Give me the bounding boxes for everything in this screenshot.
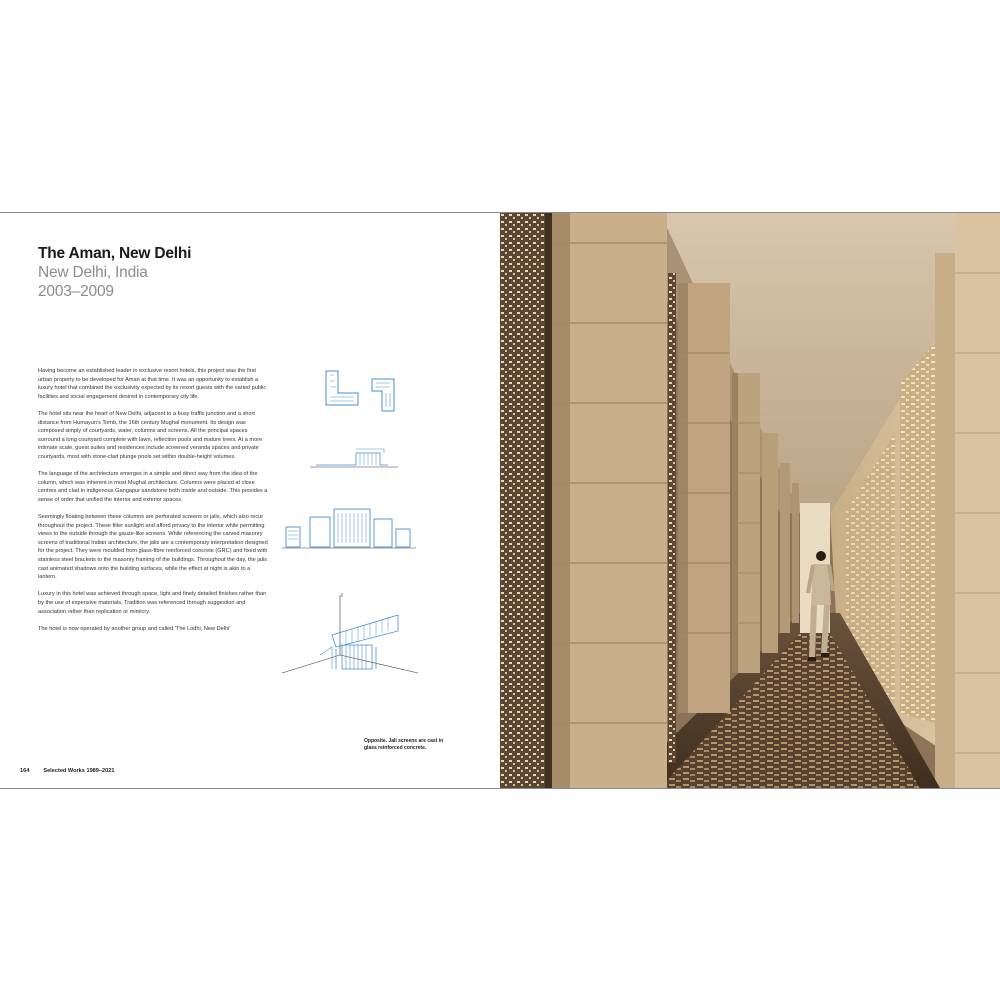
corridor-photo	[500, 213, 1000, 788]
page-years: 2003–2009	[38, 283, 114, 300]
sketch-plan	[280, 363, 420, 433]
body-paragraph: The hotel sits near the heart of New Delhi, adjacent to a busy traffic junction and a short distance from Humayun's Tomb, the 16th century Mughal monument. Its design was composed simply of courtyards, water, columns and screens. All the principal spaces surround a long courtyard complete with lawn, reflection pools and mature trees. At a more intimate scale, guest suites and residences include screened veranda spaces and private courtyards, most with stone-clad plunge pools set within double-height volumes.	[38, 410, 263, 460]
body-paragraph: Seemingly floating between these columns are perforated screens or jalis, which also recur throughout the project. These filter sunlight and afford privacy to the interior while permitting views to the outside through the gauze-like screens. While referencing the carved masonry screens of traditional Indian architecture, the jalis are a contemporary interpretation designed for the project. They were moulded from glass-fibre reinforced concrete (GRC) and fixed with stainless steel brackets to the masonry framing of the buildings. Throughout the day, the jalis cast animated shadows onto the building surfaces, while the effect at night is akin to a lantern.	[38, 514, 268, 581]
body-paragraph: The hotel is now operated by another group and called 'The Lodhi, New Delhi'	[38, 625, 231, 632]
right-page	[500, 213, 1000, 788]
page-footer	[20, 768, 128, 774]
page-number: 164	[20, 768, 30, 774]
body-paragraph: Luxury in this hotel was achieved through space, light and finely detailed finishes rather than by the use of expensive materials. Tradition was referenced through suggestion and association rather than replication or mimicry.	[38, 591, 267, 615]
body-paragraph: The language of the architecture emerges in a simple and direct way from the idea of the column, which was inherent in most Mughal architecture. Columns were placed at close centres and clad in indigenous Gangapur sandstone both inside and outside. This provides a sense of order that unified the interior and exterior spaces.	[38, 471, 268, 503]
sketch-elevation-small	[280, 435, 420, 475]
page-title: The Aman, New Delhi	[38, 245, 192, 262]
sketch-perspective	[280, 585, 420, 680]
sketch-section	[280, 503, 420, 558]
body-text	[38, 367, 270, 642]
photo-caption: Opposite. Jali screens are cast in glass reinforced concrete.	[364, 738, 444, 751]
page-location: New Delhi, India	[38, 264, 148, 281]
left-page	[0, 213, 500, 788]
body-paragraph: Having become an established leader in exclusive resort hotels, this project was the first urban property to be developed for Aman at that time. It was an opportunity to establish a luxury hotel that combined the exclusivity expected by its resort guests with the varied public facilities and social engagement desired in contemporary city life.	[38, 368, 267, 400]
running-footer: Selected Works 1989–2021	[43, 768, 115, 774]
book-spread	[0, 212, 1000, 789]
